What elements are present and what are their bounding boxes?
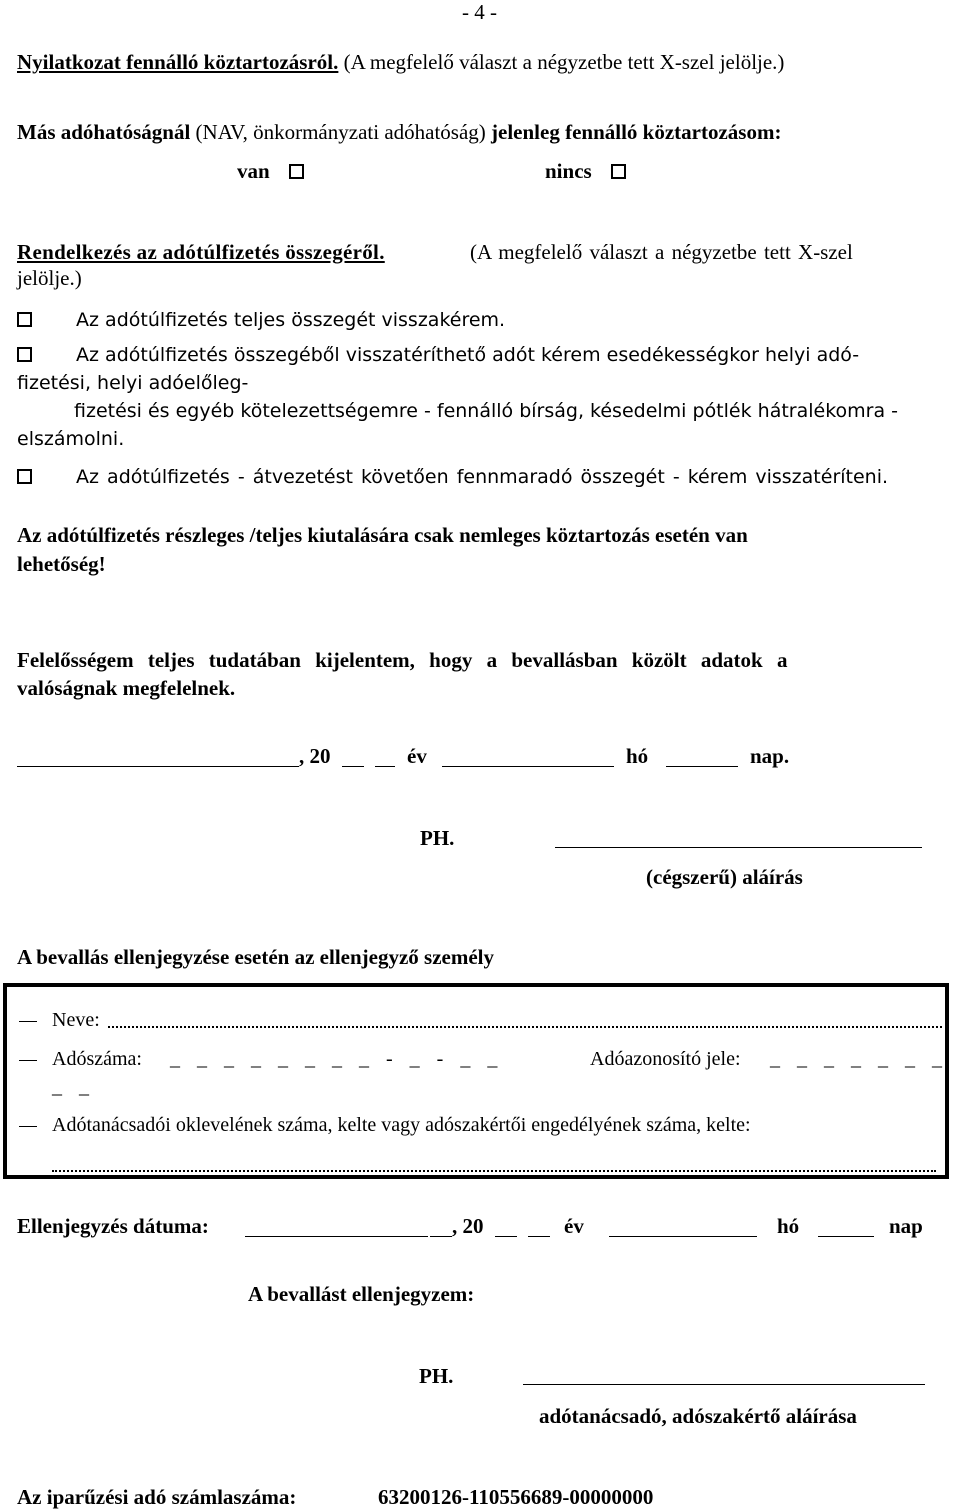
countersign-year-label: év	[564, 1214, 584, 1238]
place-field[interactable]	[17, 766, 299, 767]
countersign-date-label: Ellenjegyzés dátuma:	[17, 1214, 209, 1238]
countersign-heading: A bevallás ellenjegyzése esetén az ellenjegyző személy	[17, 945, 495, 969]
countersign-day-field[interactable]	[818, 1236, 874, 1237]
checkbox-nincs[interactable]	[611, 164, 626, 179]
tax-id-field[interactable]: _ _ _ _ _ _ _	[770, 1048, 948, 1070]
refund-option-2-line3: fizetési és egyéb kötelezettségemre - fennálló bírság, késedelmi pótlék hátralékomra -	[74, 400, 899, 422]
checkbox-refund-offset[interactable]	[17, 347, 32, 362]
refund-option-1-label: Az adótúlfizetés teljes összegét visszakérem.	[76, 309, 506, 331]
checkbox-refund-remainder[interactable]	[17, 469, 32, 484]
option-nincs-label: nincs	[545, 159, 592, 183]
checkbox-refund-full[interactable]	[17, 312, 32, 327]
stamp-ph: PH.	[420, 826, 455, 850]
countersign-day-label: nap	[889, 1214, 923, 1238]
day-field[interactable]	[666, 766, 738, 767]
declaration-note: (A megfelelő választ a négyzetbe tett X-szel jelölje.)	[343, 50, 785, 74]
responsibility-line2: valóságnak megfelelnek.	[17, 676, 236, 700]
name-field[interactable]	[108, 1012, 942, 1028]
option-van-label: van	[237, 159, 270, 183]
tax-id-field-cont[interactable]: _ _	[52, 1076, 95, 1098]
countersign-year-field-1[interactable]	[495, 1236, 517, 1237]
bank-account-value: 63200126-110556689-00000000	[378, 1485, 654, 1509]
debt-question-part1: Más adóhatóságnál	[17, 120, 191, 144]
refund-heading: Rendelkezés az adótúlfizetés összegéről.	[17, 240, 385, 264]
option-nincs	[545, 159, 626, 184]
checkbox-van[interactable]	[289, 164, 304, 179]
advisor-signature-caption: adótanácsadó, adószakértő aláírása	[539, 1404, 857, 1428]
refund-option-2-line1: Az adótúlfizetés összegéből visszatéríthető adót kérem esedékességkor helyi adó-	[76, 344, 860, 366]
countersign-month-field[interactable]	[609, 1236, 757, 1237]
option-van	[237, 159, 304, 184]
name-label: Neve:	[52, 1009, 100, 1031]
diploma-field[interactable]	[52, 1152, 936, 1172]
refund-option-2-line4: elszámolni.	[17, 428, 125, 450]
advisor-signature-line[interactable]	[523, 1384, 925, 1385]
refund-note: (A megfelelő választ a négyzetbe tett X-szel	[470, 240, 853, 264]
month-field[interactable]	[442, 766, 614, 767]
date-comma-year: , 20	[299, 744, 331, 768]
countersign-statement: A bevallást ellenjegyzem:	[248, 1282, 475, 1306]
refund-option-2-line2: fizetési, helyi adóelőleg-	[17, 372, 249, 394]
signature-line[interactable]	[555, 847, 922, 848]
refund-warning-line2: lehetőség!	[17, 552, 106, 576]
date-year-label: év	[407, 744, 427, 768]
refund-option-3	[17, 466, 888, 488]
year-field-1[interactable]	[342, 766, 364, 767]
bullet-dash	[19, 1060, 37, 1061]
declaration-section	[17, 50, 784, 75]
debt-question-part3: jelenleg fennálló köztartozásom:	[491, 120, 782, 144]
name-row	[52, 1009, 100, 1032]
refund-option-1	[17, 309, 505, 331]
countersign-year-field-2[interactable]	[528, 1236, 550, 1237]
debt-question-part2: (NAV, önkormányzati adóhatóság)	[195, 120, 486, 144]
page-number: - 4 -	[462, 0, 497, 24]
countersign-place-field-2[interactable]	[430, 1236, 452, 1237]
declaration-heading: Nyilatkozat fennálló köztartozásról.	[17, 50, 339, 74]
responsibility-line1: Felelősségem teljes tudatában kijelentem, hogy a bevallásban közölt adatok a	[17, 648, 788, 672]
refund-note-cont: jelölje.)	[17, 266, 82, 290]
tax-number-field[interactable]: _ _ _ _ _ _ _ _ - _ - _ _	[170, 1048, 504, 1070]
advisor-stamp-ph: PH.	[419, 1364, 454, 1388]
countersign-comma-year: , 20	[452, 1214, 484, 1238]
bullet-dash	[19, 1021, 37, 1022]
countersign-month-label: hó	[777, 1214, 800, 1238]
refund-option-2	[17, 344, 859, 366]
year-field-2[interactable]	[375, 766, 395, 767]
refund-option-3-label: Az adótúlfizetés - átvezetést követően fennmaradó összegét - kérem visszatéríteni.	[76, 466, 889, 488]
countersign-place-field[interactable]	[245, 1236, 428, 1237]
diploma-label: Adótanácsadói oklevelének száma, kelte vagy adószakértői engedélyének száma, kelte:	[52, 1114, 751, 1136]
tax-id-label: Adóazonosító jele:	[590, 1048, 741, 1070]
debt-question	[17, 120, 781, 145]
date-month-label: hó	[626, 744, 649, 768]
bullet-dash	[19, 1126, 37, 1127]
tax-number-label: Adószáma:	[52, 1048, 142, 1070]
refund-warning-line1: Az adótúlfizetés részleges /teljes kiutalására csak nemleges köztartozás esetén van	[17, 523, 748, 547]
bank-account-label: Az iparűzési adó számlaszáma:	[17, 1485, 297, 1509]
date-day-label: nap.	[750, 744, 790, 768]
signature-caption: (cégszerű) aláírás	[646, 865, 803, 889]
